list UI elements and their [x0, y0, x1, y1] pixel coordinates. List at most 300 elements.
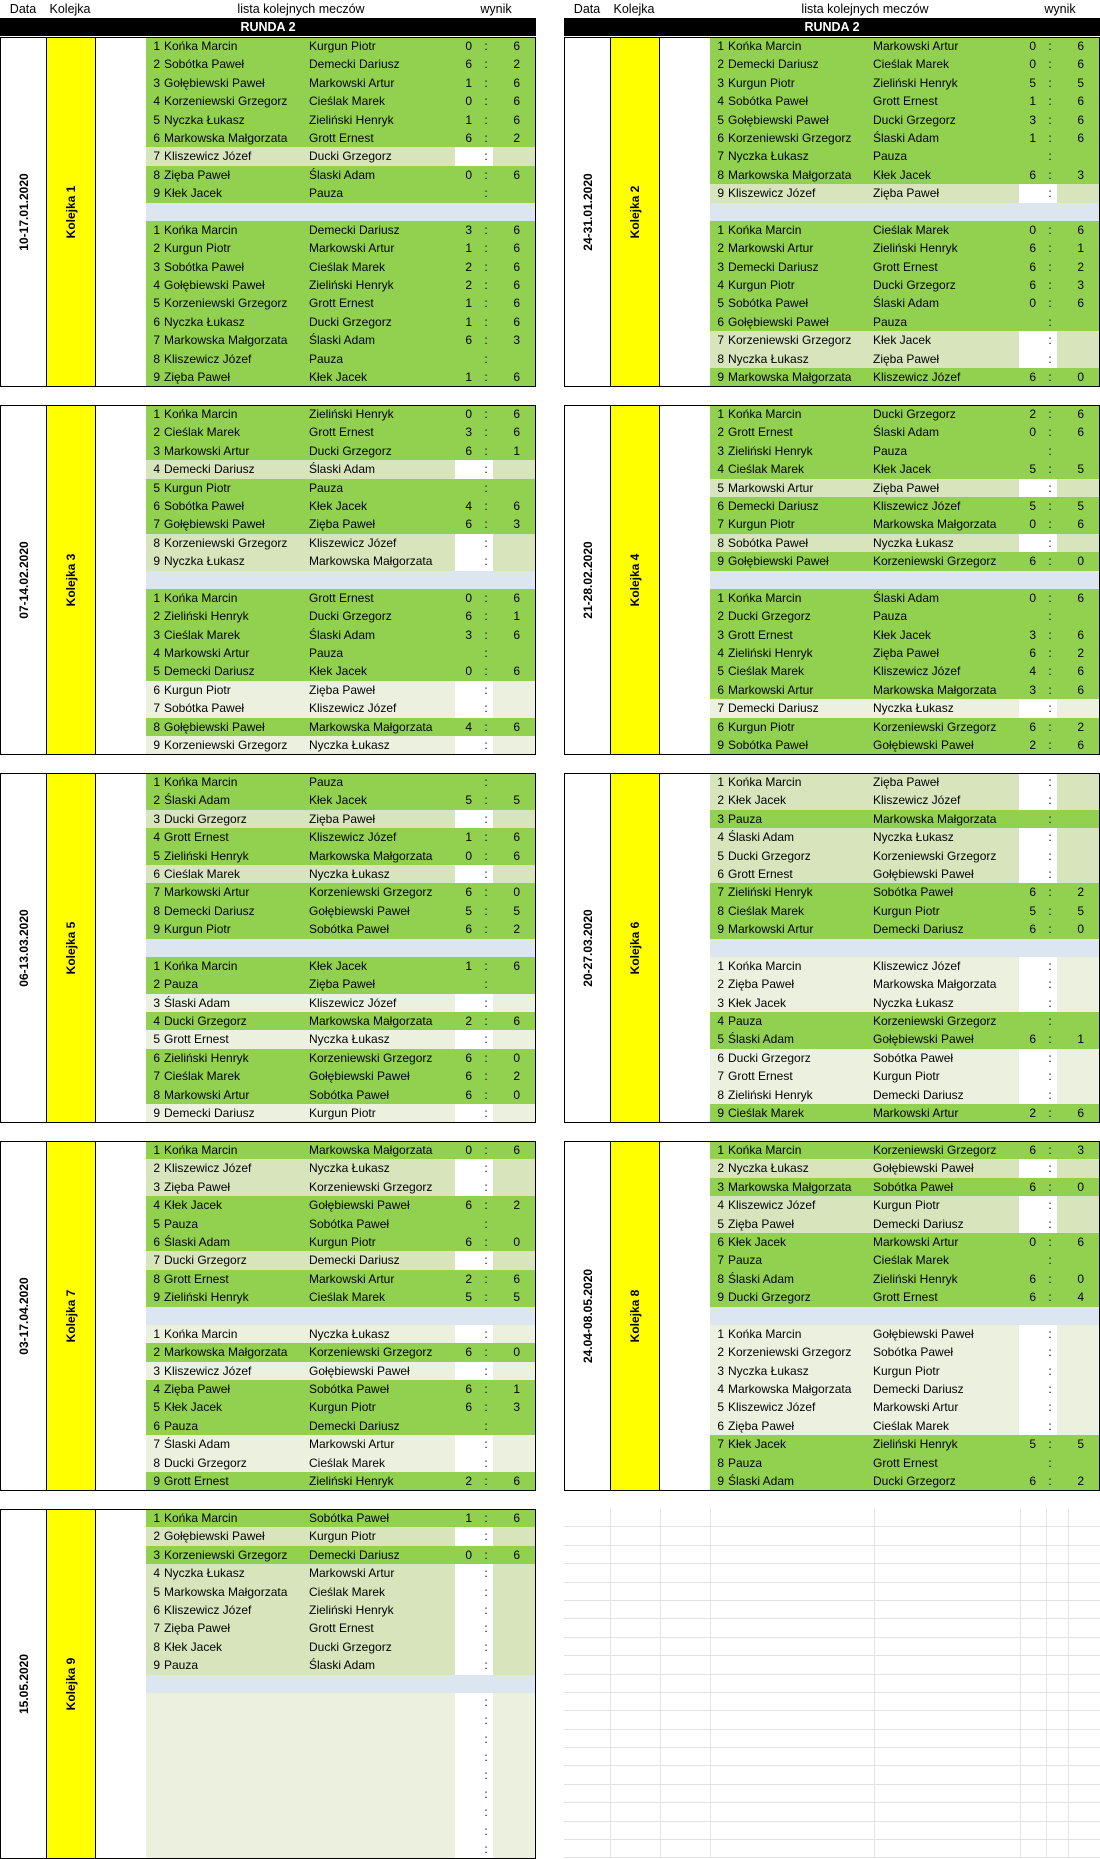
match-row — [146, 1067, 536, 1085]
score-colon: : — [484, 351, 488, 366]
score-colon: : — [1048, 480, 1052, 495]
home-player: Kliszewicz Józef — [728, 186, 816, 201]
home-player: Zieliński Henryk — [728, 885, 813, 900]
match-number: 7 — [153, 1069, 160, 1084]
away-score: 5 — [1077, 75, 1084, 90]
match-row — [710, 460, 1100, 478]
grid-line — [1046, 1711, 1047, 1728]
home-player: Gołębiewski Paweł — [728, 554, 829, 569]
match-row — [710, 258, 1100, 276]
home-player: Markowski Artur — [164, 885, 250, 900]
home-player: Sobótka Paweł — [728, 535, 809, 550]
away-player: Gołębiewski Paweł — [309, 1198, 410, 1213]
home-score: 2 — [465, 1271, 472, 1286]
grid-line — [610, 1730, 611, 1747]
home-player: Kliszewicz Józef — [728, 1198, 816, 1213]
home-player: Pauza — [728, 1455, 763, 1470]
score-colon: : — [1048, 848, 1052, 863]
match-number: 2 — [717, 57, 724, 72]
score-colon: : — [1048, 811, 1052, 826]
match-number: 5 — [717, 1216, 724, 1231]
home-player: Pauza — [728, 1253, 763, 1268]
match-number: 5 — [717, 848, 724, 863]
home-player: Pauza — [728, 1014, 763, 1029]
away-player: Sobótka Paweł — [309, 1511, 390, 1525]
away-player: Kliszewicz Józef — [873, 370, 961, 385]
empty-cells — [564, 1509, 1100, 1858]
home-score: 6 — [1029, 1179, 1036, 1194]
away-player: Ducki Grzegorz — [873, 1474, 956, 1489]
away-player: Grott Ernest — [309, 590, 374, 605]
home-player: Końka Marcin — [728, 222, 802, 237]
match-row — [146, 1435, 536, 1453]
away-player: Kurgun Piotr — [873, 1363, 940, 1378]
match-row — [146, 1638, 536, 1656]
score-colon: : — [484, 1437, 488, 1452]
match-number: 1 — [717, 222, 724, 237]
blank-column — [96, 37, 146, 387]
away-player: Grott Ernest — [873, 1455, 938, 1470]
match-number: 4 — [153, 94, 160, 109]
home-player: Kurgun Piotr — [164, 922, 231, 937]
match-row — [146, 828, 536, 846]
home-player: Zięba Paweł — [728, 1418, 795, 1433]
home-player: Demecki Dariusz — [728, 57, 819, 72]
home-player: Końka Marcin — [728, 39, 802, 53]
grid-line — [1020, 1583, 1021, 1600]
away-player: Zieliński Henryk — [873, 75, 958, 90]
away-score: 6 — [1077, 1234, 1084, 1249]
away-player: Markowska Małgorzata — [873, 977, 997, 992]
away-player: Kurgun Piotr — [309, 1529, 376, 1544]
away-player: Korzeniewski Grzegorz — [309, 1179, 433, 1194]
match-row — [710, 1012, 1100, 1030]
home-player: Markowska Małgorzata — [164, 333, 288, 348]
empty-row — [564, 1693, 1100, 1711]
grid-line — [1046, 1693, 1047, 1710]
score-colon: : — [484, 186, 488, 201]
grid-line — [1020, 1766, 1021, 1783]
home-score: 1 — [465, 112, 472, 127]
match-row — [710, 276, 1100, 294]
grid-line — [1020, 1711, 1021, 1728]
home-player: Kłek Jacek — [164, 1400, 223, 1415]
away-player: Markowska Małgorzata — [309, 1143, 433, 1157]
home-score: 5 — [465, 903, 472, 918]
score-colon: : — [484, 1455, 488, 1470]
home-score: 0 — [465, 1547, 472, 1562]
grid-line — [1046, 1766, 1047, 1783]
match-number: 6 — [717, 682, 724, 697]
match-number: 6 — [717, 314, 724, 329]
home-player: Zieliński Henryk — [728, 1087, 813, 1102]
away-player: Ducki Grzegorz — [873, 278, 956, 293]
match-number: 2 — [717, 425, 724, 440]
away-player: Kliszewicz Józef — [309, 535, 397, 550]
match-row — [710, 442, 1100, 460]
home-score: 0 — [465, 590, 472, 605]
grid-line — [710, 1564, 711, 1581]
match-number: 5 — [717, 1400, 724, 1415]
match-row — [146, 1288, 536, 1306]
grid-line — [1046, 1638, 1047, 1655]
score-colon: : — [484, 554, 488, 569]
score-colon: : — [484, 1050, 488, 1065]
score-colon: : — [1048, 1363, 1052, 1378]
home-player: Markowski Artur — [728, 480, 814, 495]
match-number: 7 — [153, 149, 160, 164]
match-number: 1 — [717, 407, 724, 421]
score-colon: : — [484, 922, 488, 937]
score-colon: : — [1048, 1069, 1052, 1084]
score-colon: : — [1048, 351, 1052, 366]
match-list — [710, 405, 1100, 754]
match-row — [710, 1398, 1100, 1416]
score-colon: : — [484, 1014, 488, 1029]
score-colon: : — [484, 1713, 488, 1728]
away-player: Markowski Artur — [873, 1106, 959, 1121]
score-colon: : — [1048, 682, 1052, 697]
score-colon: : — [484, 112, 488, 127]
away-score: 0 — [513, 1087, 520, 1102]
home-score: 0 — [1029, 39, 1036, 53]
home-player: Końka Marcin — [728, 775, 802, 789]
home-score: 0 — [1029, 1234, 1036, 1249]
match-list — [146, 37, 536, 386]
grid-line — [1068, 1638, 1069, 1655]
grid-line — [1046, 1803, 1047, 1820]
away-score: 5 — [513, 793, 520, 808]
match-row — [710, 552, 1100, 570]
home-score: 0 — [1029, 517, 1036, 532]
home-player: Kłek Jacek — [164, 1198, 223, 1213]
score-colon: : — [484, 1750, 488, 1765]
score-colon: : — [484, 407, 488, 421]
home-player: Demecki Dariusz — [728, 259, 819, 274]
match-row — [710, 405, 1100, 423]
home-player: Nyczka Łukasz — [164, 314, 245, 329]
match-row — [710, 1270, 1100, 1288]
match-row — [146, 589, 536, 607]
grid-line — [1020, 1803, 1021, 1820]
score-colon: : — [1048, 1143, 1052, 1157]
away-player: Pauza — [309, 480, 344, 495]
away-player: Kłek Jacek — [309, 793, 368, 808]
match-row — [146, 1619, 536, 1637]
home-player: Cieślak Marek — [728, 664, 805, 679]
empty-row — [564, 1638, 1100, 1656]
match-row — [146, 699, 536, 717]
away-score: 6 — [513, 222, 520, 237]
match-row — [710, 1030, 1100, 1048]
match-number: 4 — [717, 462, 724, 477]
match-row — [710, 920, 1100, 938]
home-player: Markowska Małgorzata — [728, 1179, 852, 1194]
score-colon: : — [1048, 554, 1052, 569]
away-player: Sobótka Paweł — [309, 922, 390, 937]
match-number: 3 — [717, 1363, 724, 1378]
home-player: Kurgun Piotr — [728, 719, 795, 734]
match-number: 4 — [153, 1198, 160, 1213]
away-score: 6 — [1077, 425, 1084, 440]
separator-row — [146, 571, 536, 589]
match-number: 5 — [717, 296, 724, 311]
score-colon: : — [1048, 498, 1052, 513]
away-score: 2 — [513, 1069, 520, 1084]
home-score: 6 — [1029, 719, 1036, 734]
grid-line — [660, 1527, 661, 1544]
away-player: Ślaski Adam — [309, 333, 376, 348]
separator-row — [146, 1307, 536, 1325]
grid-line — [610, 1638, 611, 1655]
score-colon: : — [1048, 903, 1052, 918]
match-number: 8 — [717, 167, 724, 182]
date-cell — [564, 405, 610, 755]
grid-line — [874, 1601, 875, 1618]
match-number: 1 — [153, 590, 160, 605]
home-score: 6 — [465, 57, 472, 72]
match-number: 5 — [717, 664, 724, 679]
grid-line — [1020, 1509, 1021, 1526]
score-colon: : — [1048, 1290, 1052, 1305]
away-player: Kurgun Piotr — [873, 903, 940, 918]
grid-line — [660, 1619, 661, 1636]
match-row — [710, 1196, 1100, 1214]
home-player: Korzeniewski Grzegorz — [164, 535, 288, 550]
away-player: Nyczka Łukasz — [309, 866, 390, 881]
grid-line — [710, 1840, 711, 1857]
away-score: 6 — [513, 1143, 520, 1157]
away-player: Zieliński Henryk — [309, 407, 394, 421]
score-colon: : — [484, 1768, 488, 1783]
home-score: 6 — [465, 1198, 472, 1213]
kolejka-label: Kolejka 5 — [64, 921, 78, 975]
match-row — [146, 1233, 536, 1251]
match-row — [146, 607, 536, 625]
away-player: Kliszewicz Józef — [309, 701, 397, 716]
match-number: 9 — [153, 1658, 160, 1673]
match-row — [146, 1693, 536, 1711]
match-number: 4 — [153, 462, 160, 477]
score-colon: : — [1048, 112, 1052, 127]
score-colon: : — [1048, 609, 1052, 624]
match-number: 9 — [717, 186, 724, 201]
grid-line — [1068, 1509, 1069, 1526]
away-score: 6 — [513, 958, 520, 973]
empty-row — [564, 1546, 1100, 1564]
match-number: 4 — [717, 278, 724, 293]
away-player: Cieślak Marek — [309, 259, 386, 274]
empty-row — [564, 1748, 1100, 1766]
match-row — [710, 55, 1100, 73]
match-number: 8 — [153, 351, 160, 366]
grid-line — [1046, 1546, 1047, 1563]
away-player: Korzeniewski Grzegorz — [309, 1050, 433, 1065]
date-label: 03-17.04.2020 — [16, 1277, 31, 1355]
match-number: 6 — [717, 866, 724, 881]
match-row — [146, 1546, 536, 1564]
grid-line — [660, 1564, 661, 1581]
away-player: Zieliński Henryk — [309, 278, 394, 293]
home-player: Grott Ernest — [728, 627, 793, 642]
match-number: 5 — [153, 1032, 160, 1047]
separator-row — [146, 203, 536, 221]
score-colon: : — [1048, 425, 1052, 440]
home-player: Ślaski Adam — [728, 1474, 795, 1489]
date-label: 06-13.03.2020 — [16, 909, 31, 987]
grid-line — [660, 1638, 661, 1655]
away-player: Markowska Małgorzata — [873, 811, 997, 826]
kolejka-cell — [46, 37, 96, 387]
score-colon: : — [484, 1069, 488, 1084]
score-colon: : — [484, 130, 488, 145]
match-number: 7 — [717, 1437, 724, 1452]
away-player: Gołębiewski Paweł — [873, 1326, 974, 1341]
match-number: 5 — [153, 1216, 160, 1231]
home-player: Końka Marcin — [164, 1143, 238, 1157]
match-row — [146, 1527, 536, 1545]
date-label: 15.05.2020 — [16, 1653, 31, 1714]
match-number: 4 — [717, 1382, 724, 1397]
match-row — [146, 1730, 536, 1748]
score-colon: : — [1048, 296, 1052, 311]
score-colon: : — [484, 866, 488, 881]
match-row — [146, 1766, 536, 1784]
score-colon: : — [1048, 94, 1052, 109]
score-colon: : — [484, 903, 488, 918]
home-player: Zieliński Henryk — [164, 1290, 249, 1305]
home-score: 3 — [1029, 627, 1036, 642]
home-score: 2 — [1029, 407, 1036, 421]
away-score: 2 — [513, 922, 520, 937]
away-player: Demecki Dariusz — [309, 1418, 400, 1433]
away-player: Ducki Grzegorz — [309, 443, 392, 458]
match-row — [710, 718, 1100, 736]
score-colon: : — [484, 1418, 488, 1433]
empty-row — [564, 1564, 1100, 1582]
home-player: Końka Marcin — [728, 590, 802, 605]
home-player: Markowska Małgorzata — [164, 1584, 288, 1599]
blank-column — [96, 405, 146, 755]
home-player: Kłek Jacek — [728, 1437, 787, 1452]
match-row — [710, 368, 1100, 386]
match-number: 8 — [717, 1271, 724, 1286]
away-player: Grott Ernest — [309, 1621, 374, 1636]
grid-line — [610, 1583, 611, 1600]
score-colon: : — [1048, 1418, 1052, 1433]
away-score: 6 — [1077, 39, 1084, 53]
score-colon: : — [1048, 1198, 1052, 1213]
away-score: 0 — [513, 1345, 520, 1360]
match-number: 3 — [153, 259, 160, 274]
away-score: 6 — [1077, 112, 1084, 127]
score-colon: : — [1048, 259, 1052, 274]
away-player: Gołębiewski Paweł — [873, 1032, 974, 1047]
match-number: 8 — [717, 1087, 724, 1102]
home-player: Cieślak Marek — [164, 1069, 241, 1084]
grid-line — [1020, 1527, 1021, 1544]
home-player: Gołębiewski Paweł — [164, 517, 265, 532]
match-number: 2 — [717, 1161, 724, 1176]
match-number: 2 — [717, 793, 724, 808]
grid-line — [660, 1693, 661, 1710]
score-colon: : — [484, 1694, 488, 1709]
date-cell — [0, 773, 46, 1123]
home-player: Kurgun Piotr — [164, 480, 231, 495]
grid-line — [660, 1509, 661, 1526]
grid-line — [710, 1730, 711, 1747]
home-score: 6 — [1029, 922, 1036, 937]
away-player: Kłek Jacek — [309, 498, 368, 513]
score-colon: : — [484, 1143, 488, 1157]
match-number: 7 — [153, 517, 160, 532]
home-player: Grott Ernest — [164, 830, 229, 845]
home-player: Pauza — [164, 1658, 199, 1673]
home-player: Kliszewicz Józef — [164, 1161, 252, 1176]
home-score: 6 — [1029, 241, 1036, 256]
match-number: 1 — [153, 775, 160, 789]
home-player: Markowski Artur — [164, 1087, 250, 1102]
date-cell — [0, 405, 46, 755]
away-score: 6 — [513, 370, 520, 385]
away-player: Demecki Dariusz — [309, 222, 400, 237]
score-colon: : — [1048, 830, 1052, 845]
home-player: Końka Marcin — [728, 407, 802, 421]
away-player: Ducki Grzegorz — [309, 149, 392, 164]
match-row — [146, 515, 536, 533]
match-number: 1 — [153, 1326, 160, 1341]
grid-line — [874, 1656, 875, 1673]
match-row — [710, 865, 1100, 883]
away-score: 2 — [1077, 646, 1084, 661]
match-row — [710, 1049, 1100, 1067]
away-player: Korzeniewski Grzegorz — [873, 1143, 997, 1157]
home-player: Ducki Grzegorz — [164, 811, 247, 826]
home-player: Nyczka Łukasz — [164, 1566, 245, 1581]
home-score: 6 — [1029, 1271, 1036, 1286]
away-player: Gołębiewski Paweł — [873, 738, 974, 753]
blank-column — [660, 1141, 710, 1491]
away-player: Kliszewicz Józef — [873, 498, 961, 513]
away-player: Demecki Dariusz — [309, 1547, 400, 1562]
away-player: Markowska Małgorzata — [309, 554, 433, 569]
grid-line — [1068, 1693, 1069, 1710]
home-player: Końka Marcin — [164, 39, 238, 53]
score-colon: : — [484, 39, 488, 53]
home-score: 6 — [1029, 278, 1036, 293]
away-score: 0 — [1077, 1271, 1084, 1286]
home-player: Grott Ernest — [164, 1032, 229, 1047]
away-score: 5 — [1077, 903, 1084, 918]
grid-line — [610, 1619, 611, 1636]
score-colon: : — [1048, 241, 1052, 256]
match-row — [146, 1049, 536, 1067]
home-score: 2 — [465, 1014, 472, 1029]
home-player: Markowska Małgorzata — [164, 1345, 288, 1360]
home-player: Ducki Grzegorz — [164, 1455, 247, 1470]
match-number: 2 — [717, 609, 724, 624]
home-score: 1 — [1029, 94, 1036, 109]
match-row — [710, 644, 1100, 662]
away-player: Korzeniewski Grzegorz — [873, 554, 997, 569]
away-score: 6 — [1077, 94, 1084, 109]
away-score: 1 — [513, 443, 520, 458]
away-player: Nyczka Łukasz — [309, 1161, 390, 1176]
score-colon: : — [484, 1584, 488, 1599]
match-row — [710, 847, 1100, 865]
date-label: 24-31.01.2020 — [580, 173, 595, 251]
score-colon: : — [1048, 1253, 1052, 1268]
